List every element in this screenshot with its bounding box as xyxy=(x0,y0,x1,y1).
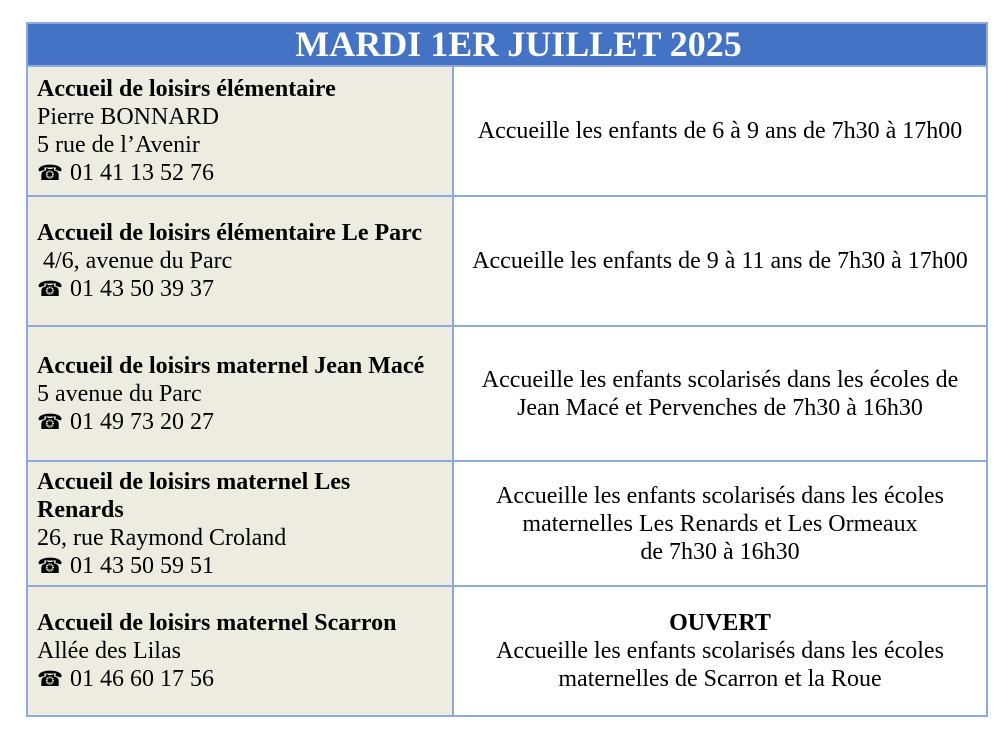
facility-name xyxy=(37,609,396,637)
phone-number: 01 41 13 52 76 xyxy=(70,160,214,186)
facility-info-cell xyxy=(26,67,454,197)
facility-name-line: Accueil de loisirs maternel Scarron xyxy=(37,610,397,636)
facility-address: 4/6, avenue du Parc xyxy=(37,248,233,274)
hours-cell xyxy=(454,67,988,197)
facility-name xyxy=(37,352,424,380)
phone-icon xyxy=(37,408,62,436)
phone-line xyxy=(37,159,214,187)
hours-description-line: Accueille les enfants scolarisés dans les écoles xyxy=(496,482,944,509)
phone-icon xyxy=(37,275,62,303)
phone-icon xyxy=(37,665,62,693)
phone-line xyxy=(37,665,214,693)
facility-address: 5 avenue du Parc xyxy=(37,380,202,407)
hours-description-line: Accueille les enfants scolarisés dans les écoles xyxy=(496,638,944,664)
facility-address: Allée des Lilas xyxy=(37,638,181,664)
phone-icon xyxy=(37,552,62,580)
hours-description xyxy=(454,247,986,275)
hours-description-line: de 7h30 à 16h30 xyxy=(640,538,800,565)
hours-description-line: Accueille les enfants scolarisés dans les écoles de xyxy=(481,366,959,393)
hours-description xyxy=(454,637,986,693)
contact-name: Pierre BONNARD xyxy=(37,104,219,130)
hours-cell xyxy=(454,327,988,462)
facility-name xyxy=(37,468,350,524)
facility-info-cell xyxy=(26,462,454,587)
phone-number: 01 43 50 39 37 xyxy=(70,276,214,302)
schedule-table xyxy=(26,22,988,717)
facility-name-line: Accueil de loisirs élémentaire Le Parc xyxy=(37,220,422,246)
phone-line xyxy=(37,408,214,436)
hours-description xyxy=(454,366,986,422)
header-title: MARDI 1ER JUILLET 2025 xyxy=(295,24,742,64)
phone-line xyxy=(37,275,214,303)
facility-name-line: Accueil de loisirs élémentaire xyxy=(37,76,336,102)
phone-icon xyxy=(37,159,62,187)
hours-description xyxy=(454,117,986,145)
facility-name xyxy=(37,219,422,247)
facility-address: 5 rue de l’Avenir xyxy=(37,132,200,158)
hours-cell xyxy=(454,197,988,327)
phone-number: 01 49 73 20 27 xyxy=(70,408,214,435)
hours-cell xyxy=(454,587,988,717)
table-header xyxy=(26,22,988,67)
facility-address: 26, rue Raymond Croland xyxy=(37,524,287,551)
hours-description xyxy=(454,482,986,566)
hours-description-line: maternelles de Scarron et la Roue xyxy=(558,666,882,692)
hours-description-line: Accueille les enfants de 6 à 9 ans de 7h30 à 17h00 xyxy=(477,118,963,144)
phone-number: 01 43 50 59 51 xyxy=(70,552,214,579)
facility-name-line: Accueil de loisirs maternel Les xyxy=(37,468,351,495)
hours-cell xyxy=(454,462,988,587)
phone-number: 01 46 60 17 56 xyxy=(70,666,214,692)
facility-info-cell xyxy=(26,327,454,462)
facility-name xyxy=(37,75,336,103)
status-label: OUVERT xyxy=(669,610,771,636)
hours-description-line: Jean Macé et Pervenches de 7h30 à 16h30 xyxy=(517,394,923,421)
facility-info-cell xyxy=(26,587,454,717)
facility-name-line: Renards xyxy=(37,496,124,523)
hours-description-line: maternelles Les Renards et Les Ormeaux xyxy=(522,510,918,537)
facility-name-line: Accueil de loisirs maternel Jean Macé xyxy=(37,352,425,379)
hours-description-line: Accueille les enfants de 9 à 11 ans de 7h30 à 17h00 xyxy=(472,248,968,274)
phone-line xyxy=(37,552,214,580)
facility-info-cell xyxy=(26,197,454,327)
